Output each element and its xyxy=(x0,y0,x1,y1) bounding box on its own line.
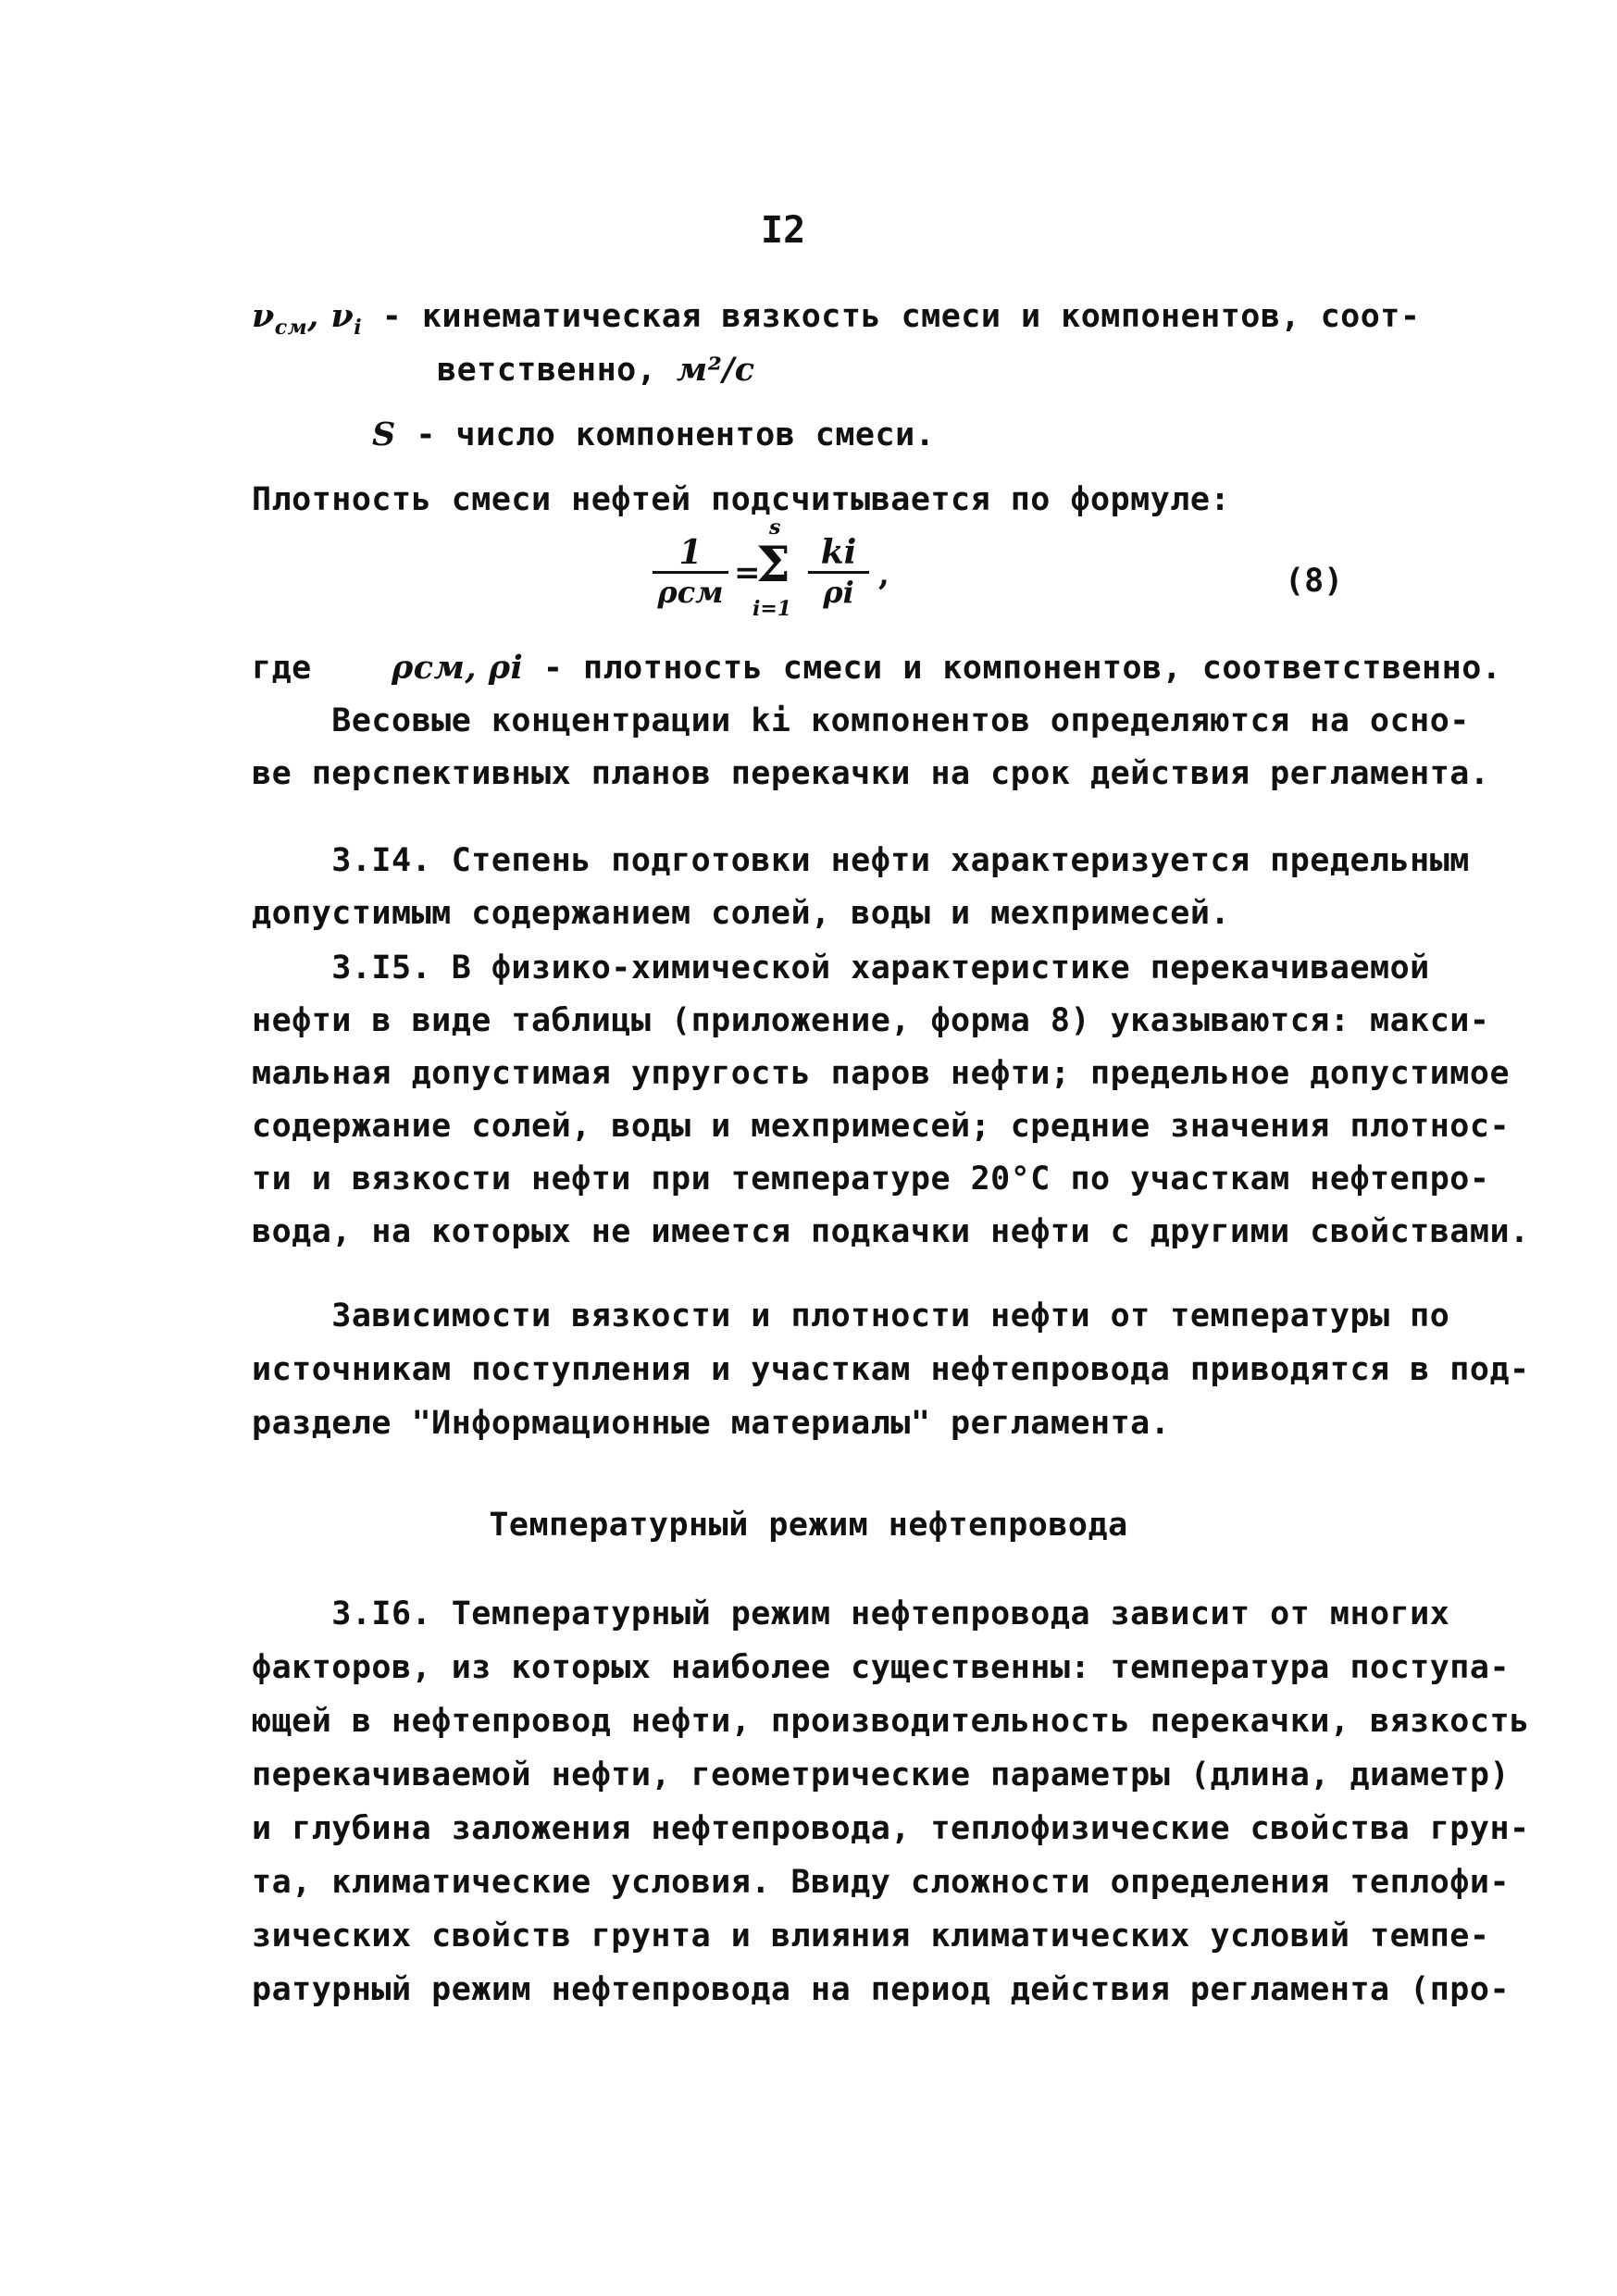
paragraph-line: ве перспективных планов перекачки на срок действия регламента. xyxy=(252,755,1490,792)
formula-sum-upper: s xyxy=(769,515,781,540)
paragraph-line: разделе "Информационные материалы" регламента. xyxy=(252,1405,1171,1442)
paragraph-line: 3.I4. Степень подготовки нефти характеризуется предельным xyxy=(252,842,1470,879)
paragraph-line: ющей в нефтепровод нефти, производительность перекачки, вязкость xyxy=(252,1703,1530,1740)
viscosity-units-line xyxy=(437,350,755,391)
formula-trailing-comma: , xyxy=(878,556,889,593)
viscosity-text-1: - кинематическая вязкость смеси и компонентов, соот- xyxy=(362,298,1421,335)
formula-lhs-denominator: ρсм xyxy=(657,575,724,610)
density-symbols: ρсм, ρi xyxy=(392,649,524,687)
where-text: - плотность смеси и компонентов, соответственно. xyxy=(523,650,1502,687)
page-number: I2 xyxy=(761,209,806,252)
paragraph-line: ратурный режим нефтепровода на период действия регламента (про- xyxy=(252,1971,1511,2008)
viscosity-symbol-b: ν xyxy=(330,297,354,335)
where-line xyxy=(252,648,1501,689)
formula-lhs-numerator: 1 xyxy=(653,534,728,574)
viscosity-sub-b: i xyxy=(354,316,363,340)
viscosity-unit: м²/с xyxy=(676,351,755,389)
equation-number: (8) xyxy=(1285,563,1344,600)
formula-rhs-numerator: ki xyxy=(808,534,869,574)
paragraph-line: содержание солей, воды и мехпримесей; средние значения плотнос- xyxy=(252,1108,1511,1145)
viscosity-text-2: ветственно, xyxy=(437,352,677,389)
viscosity-symbol-a: ν xyxy=(252,297,275,335)
paragraph-line: источникам поступления и участкам нефтепровода приводятся в под- xyxy=(252,1351,1530,1388)
count-definition-line xyxy=(372,415,935,455)
formula-equals: = xyxy=(734,554,761,591)
density-formula xyxy=(653,515,930,634)
density-intro: Плотность смеси нефтей подсчитывается по формуле: xyxy=(252,481,1231,518)
section-heading: Температурный режим нефтепровода xyxy=(489,1507,1128,1544)
count-text: - число компонентов смеси. xyxy=(395,416,936,453)
paragraph-line: факторов, из которых наиболее существенны: температура поступа- xyxy=(252,1649,1511,1686)
where-word: где xyxy=(252,650,312,687)
paragraph-line: мальная допустимая упругость паров нефти; предельное допустимое xyxy=(252,1055,1511,1092)
formula-rhs-denominator: ρi xyxy=(823,575,854,610)
formula-sum-lower: i=1 xyxy=(753,597,792,621)
paragraph-line: зических свойств грунта и влияния климатических условий темпе- xyxy=(252,1917,1490,1955)
paragraph-line: 3.I5. В физико-химической характеристике перекачиваемой xyxy=(252,949,1430,987)
count-symbol: S xyxy=(372,416,396,453)
viscosity-definition-line xyxy=(252,296,1420,348)
formula-sum-sign: Σ xyxy=(756,537,790,593)
paragraph-line: нефти в виде таблицы (приложение, форма 8) указываются: макси- xyxy=(252,1002,1490,1039)
formula-rhs-fraction xyxy=(808,534,869,611)
paragraph-line: та, климатические условия. Ввиду сложности определения теплофи- xyxy=(252,1864,1511,1901)
paragraph-line: Весовые концентрации ki компонентов определяются на осно- xyxy=(252,702,1470,739)
paragraph-line: вода, на которых не имеется подкачки нефти с другими свойствами. xyxy=(252,1213,1530,1250)
paragraph-line: перекачиваемой нефти, геометрические параметры (длина, диаметр) xyxy=(252,1756,1511,1793)
paragraph-line: и глубина заложения нефтепровода, теплофизические свойства грун- xyxy=(252,1810,1530,1847)
paragraph-line: допустимым содержанием солей, воды и мехпримесей. xyxy=(252,895,1231,932)
paragraph-line: ти и вязкости нефти при температуре 20°С по участкам нефтепро- xyxy=(252,1160,1490,1198)
viscosity-symbol-mixture: $\nu_{см}$, $\nu_i$ xyxy=(252,297,363,340)
paragraph-line: 3.I6. Температурный режим нефтепровода зависит от многих xyxy=(252,1595,1450,1632)
paragraph-line: Зависимости вязкости и плотности нефти от температуры по xyxy=(252,1297,1450,1334)
viscosity-sub-a: см xyxy=(274,316,308,340)
formula-lhs-fraction xyxy=(653,534,728,611)
